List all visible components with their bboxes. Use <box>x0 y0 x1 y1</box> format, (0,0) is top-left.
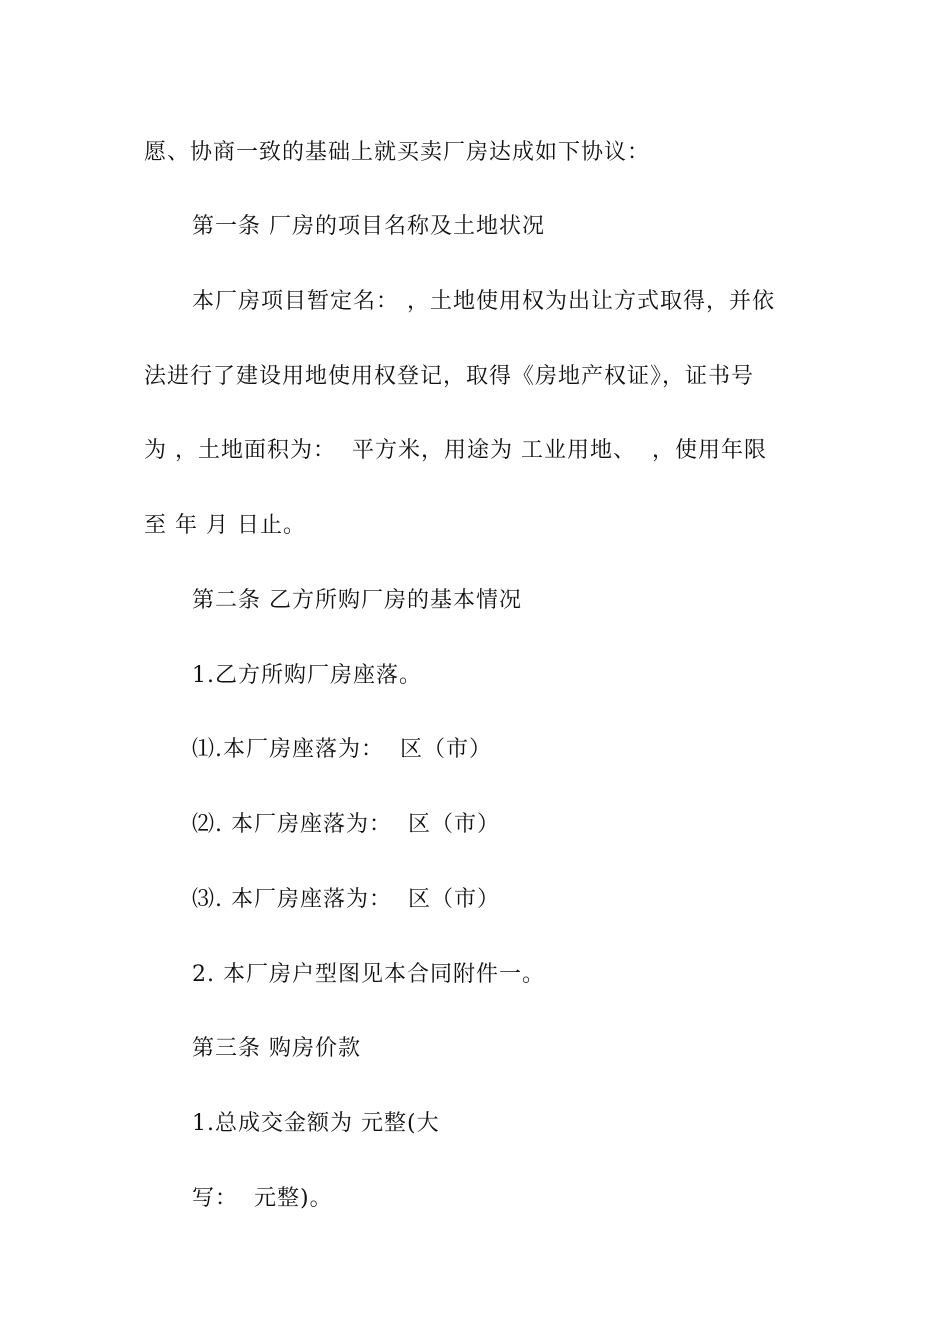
article-2-heading: 第二条 乙方所购厂房的基本情况 <box>192 588 522 613</box>
item-location-3: ⑶. 本厂房座落为： 区（市） <box>192 887 500 912</box>
item-total-price-capital: 写： 元整)。 <box>192 1186 333 1211</box>
paragraph-project-name: 本厂房项目暂定名： ，土地使用权为出让方式取得，并依 <box>192 289 775 314</box>
item-floor-plan: 2. 本厂房户型图见本合同附件一。 <box>192 962 545 987</box>
article-1-heading: 第一条 厂房的项目名称及土地状况 <box>192 214 545 239</box>
paragraph-land-area: 为 ，土地面积为： 平方米，用途为 工业用地、 ，使用年限 <box>144 438 767 463</box>
item-location-1: ⑴.本厂房座落为： 区（市） <box>192 737 492 762</box>
item-total-price: 1.总成交金额为 元整(大 <box>192 1111 440 1136</box>
paragraph-land-registration: 法进行了建设用地使用权登记，取得《房地产权证》，证书号 <box>144 364 755 389</box>
paragraph-term-end: 至 年 月 日止。 <box>144 513 306 538</box>
paragraph-agreement-intro: 愿、协商一致的基础上就买卖厂房达成如下协议： <box>144 140 651 165</box>
article-3-heading: 第三条 购房价款 <box>192 1036 361 1061</box>
item-location-2: ⑵. 本厂房座落为： 区（市） <box>192 812 500 837</box>
item-location-heading: 1.乙方所购厂房座落。 <box>192 663 422 688</box>
